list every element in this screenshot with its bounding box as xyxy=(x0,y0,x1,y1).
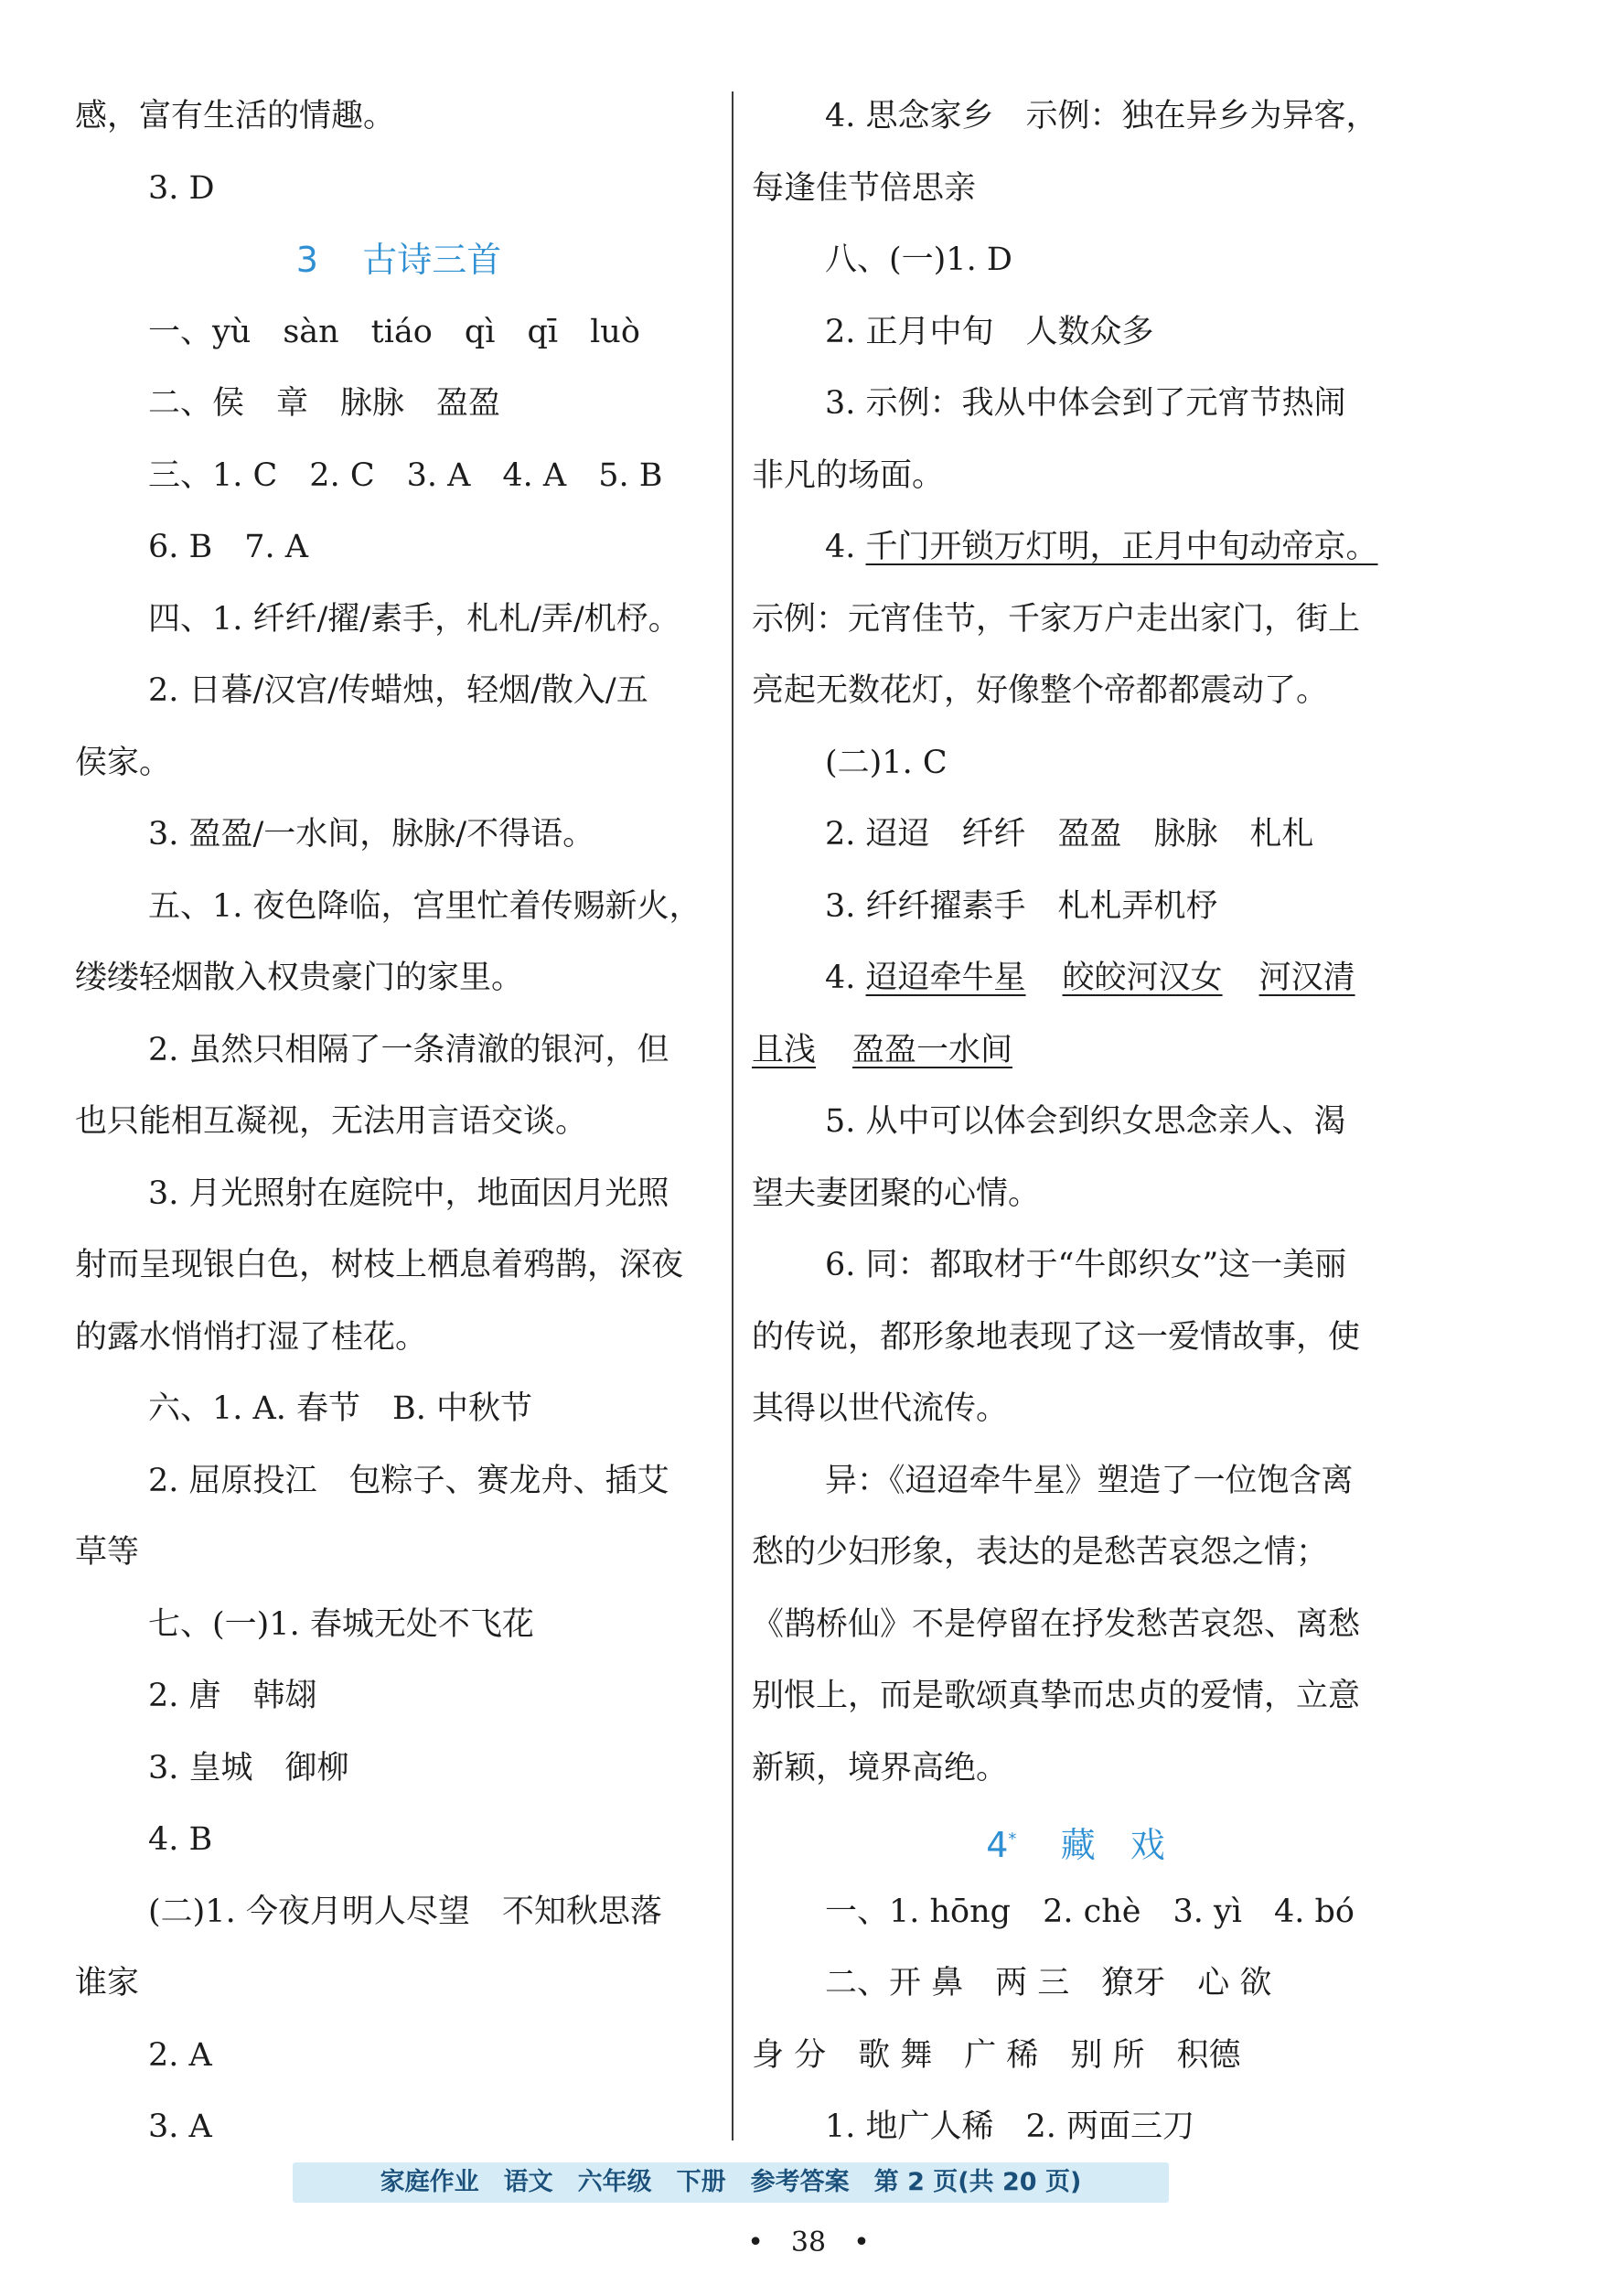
text-line: 6. B 7. A xyxy=(148,529,309,565)
text-line: 6. 同：都取材于“牛郎织女”这一美丽 xyxy=(825,1247,1347,1283)
text-line: 《鹊桥仙》不是停留在抒发愁苦哀怨、离愁 xyxy=(752,1605,1361,1643)
text-line: 二、侯 章 脉脉 盈盈 xyxy=(148,385,501,422)
text-line: (二)1. C xyxy=(825,744,948,781)
text-line: 2. 正月中旬 人数众多 xyxy=(825,313,1154,350)
text-line: 3. 纤纤擢素手 札札弄机杼 xyxy=(825,887,1218,925)
text-line: 六、1. A. 春节 B. 中秋节 xyxy=(148,1390,533,1427)
text-line: 亮起无数花灯，好像整个帝都都震动了。 xyxy=(752,672,1329,709)
column-divider xyxy=(732,91,734,2140)
text-line: 七、(一)1. 春城无处不飞花 xyxy=(148,1605,534,1643)
text-line: 4. 千门开锁万灯明，正月中旬动帝京。 xyxy=(825,529,1378,565)
section-title-4: 4* 藏 戏 xyxy=(986,1825,1165,1865)
text-line: 2. 屈原投江 包粽子、赛龙舟、插艾 xyxy=(148,1462,669,1499)
text-line: 每逢佳节倍思亲 xyxy=(752,169,977,207)
right-column xyxy=(752,80,1399,2163)
text-line: 二、开 鼻 两 三 獠牙 心 欲 xyxy=(825,1965,1272,2001)
text-line: 示例：元宵佳节，千家万户走出家门，街上 xyxy=(752,600,1361,638)
text-line: (二)1. 今夜月明人尽望 不知秋思落 xyxy=(148,1893,662,1930)
text-line: 草等 xyxy=(75,1534,140,1571)
text-line: 的传说，都形象地表现了这一爱情故事，使 xyxy=(752,1318,1361,1356)
text-line: 3. A xyxy=(148,2108,212,2145)
text-line: 3. 示例：我从中体会到了元宵节热闹 xyxy=(825,385,1346,422)
footer-band: 家庭作业 语文 六年级 下册 参考答案 第 2 页(共 20 页) xyxy=(293,2162,1169,2203)
left-column xyxy=(75,80,723,2163)
underlined-quote: 且浅 xyxy=(752,1031,817,1068)
text-line: 也只能相互凝视，无法用言语交谈。 xyxy=(75,1103,588,1140)
text-line: 五、1. 夜色降临，宫里忙着传赐新火， xyxy=(148,887,701,925)
section-title-3: 3 古诗三首 xyxy=(295,240,502,280)
text-line: 2. 唐 韩翃 xyxy=(148,1678,317,1714)
text-line: 2. A xyxy=(148,2036,212,2074)
text-line: 3. 月光照射在庭院中，地面因月光照 xyxy=(148,1175,669,1212)
text-line: 愁的少妇形象，表达的是愁苦哀怨之情； xyxy=(752,1534,1329,1571)
underlined-quote: 河汉清 xyxy=(1258,960,1355,996)
text-line: 3. D xyxy=(148,169,215,207)
text-line: 2. 迢迢 纤纤 盈盈 脉脉 札札 xyxy=(825,816,1314,853)
text-line: 5. 从中可以体会到织女思念亲人、渴 xyxy=(825,1103,1346,1140)
text-line: 2. 日暮/汉宫/传蜡烛，轻烟/散入/五 xyxy=(148,672,648,709)
text-line: 4. 迢迢牵牛星 皎皎河汉女 河汉清 xyxy=(825,960,1355,996)
text-line: 的露水悄悄打湿了桂花。 xyxy=(75,1318,428,1356)
text-line: 非凡的场面。 xyxy=(752,456,945,494)
underlined-quote: 皎皎河汉女 xyxy=(1062,960,1223,996)
text-line: 一、yù sàn tiáo qì qī luò xyxy=(148,313,640,350)
text-line xyxy=(752,1014,1399,1087)
text-line: 望夫妻团聚的心情。 xyxy=(752,1175,1041,1212)
text-line: 别恨上，而是歌颂真挚而忠贞的爱情，立意 xyxy=(752,1678,1361,1714)
text-line: 一、1. hōng 2. chè 3. yì 4. bó xyxy=(825,1893,1355,1930)
text-line: 2. 虽然只相隔了一条清澈的银河，但 xyxy=(148,1031,669,1068)
text-line: 射而呈现银白色，树枝上栖息着鸦鹊，深夜 xyxy=(75,1247,684,1283)
text-line: 异：《迢迢牵牛星》塑造了一位饱含离 xyxy=(825,1462,1354,1499)
underlined-quote: 千门开锁万灯明，正月中旬动帝京。 xyxy=(865,529,1378,565)
text-line: 身 分 歌 舞 广 稀 别 所 积德 xyxy=(752,2036,1241,2074)
text-line: 其得以世代流传。 xyxy=(752,1390,1009,1427)
text-line: 缕缕轻烟散入权贵豪门的家里。 xyxy=(75,960,524,996)
text-line: 侯家。 xyxy=(75,744,172,781)
text-line: 感，富有生活的情趣。 xyxy=(75,98,396,134)
text-line: 新颖，境界高绝。 xyxy=(752,1749,1009,1786)
text-line: 八、(一)1. D xyxy=(825,241,1012,278)
text-line: 1. 地广人稀 2. 两面三刀 xyxy=(825,2108,1195,2145)
text-line: 谁家 xyxy=(75,1965,140,2001)
text-line: 四、1. 纤纤/擢/素手，札札/弄/机杼。 xyxy=(148,600,680,638)
underlined-quote: 迢迢牵牛星 xyxy=(865,960,1026,996)
text-line: 4. 思念家乡 示例：独在异乡为异客， xyxy=(825,98,1378,134)
text-line: 4. B xyxy=(148,1821,213,1858)
text-line: 3. 盈盈/一水间，脉脉/不得语。 xyxy=(148,816,595,853)
text-line: 三、1. C 2. C 3. A 4. A 5. B xyxy=(148,456,663,494)
underlined-quote: 盈盈一水间 xyxy=(852,1031,1013,1068)
text-line: 3. 皇城 御柳 xyxy=(148,1749,349,1786)
page-number: • 38 • xyxy=(747,2226,870,2258)
